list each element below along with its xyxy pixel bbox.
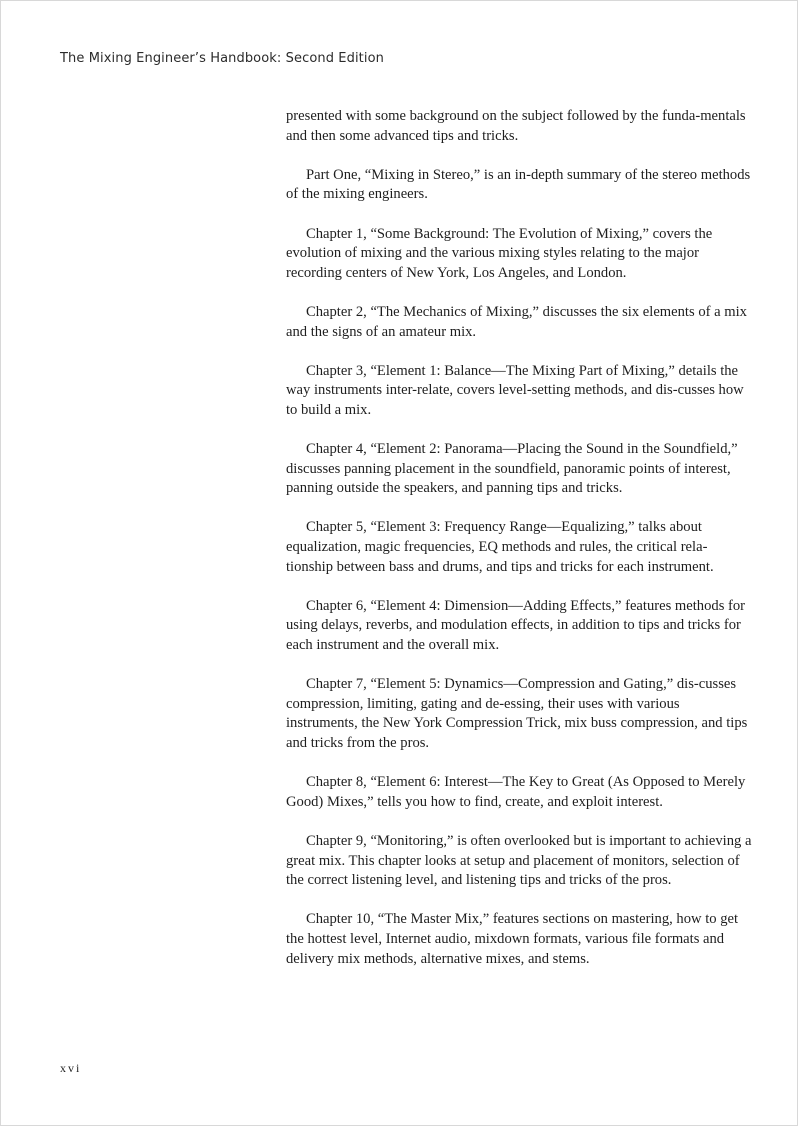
paragraph-chapter-6: Chapter 6, “Element 4: Dimension—Adding Effects,” features methods for using delays, reverbs, and modulation effects, in addition to tips and tricks for each instrument and the overall mix. [286,597,746,654]
body-text [286,107,752,989]
paragraph-chapter-1: Chapter 1, “Some Background: The Evolution of Mixing,” covers the evolution of mixing and the various mixing styles relating to the major recording centers of New York, Los Angeles, and London. [286,225,713,281]
paragraph-chapter-9: Chapter 9, “Monitoring,” is often overlooked but is important to achieving a great mix. This chapter looks at setup and placement of monitors, selection of the correct listening level, and listening tips and tricks of the pros. [286,832,752,889]
paragraph-chapter-2: Chapter 2, “The Mechanics of Mixing,” discusses the six elements of a mix and the signs of an amateur mix. [286,303,747,340]
paragraph-chapter-5: Chapter 5, “Element 3: Frequency Range—Equalizing,” talks about equalization, magic frequencies, EQ methods and rules, the critical rela-tionship between bass and drums, and tips and tricks for each instrument. [286,519,714,575]
paragraph-chapter-4: Chapter 4, “Element 2: Panorama—Placing the Sound in the Soundfield,” discusses panning placement in the soundfield, panoramic points of interest, panning outside the speakers, and panning tips and tricks. [286,441,738,497]
paragraph-chapter-3: Chapter 3, “Element 1: Balance—The Mixing Part of Mixing,” details the way instruments inter-relate, covers level-setting methods, and dis-cusses how to build a mix. [286,362,744,418]
page-number: xvi [60,1061,82,1075]
paragraph-part-one: Part One, “Mixing in Stereo,” is an in-depth summary of the stereo methods of the mixing engineers. [286,166,751,203]
paragraph-continuation: presented with some background on the subject followed by the funda-mentals and then some advanced tips and tricks. [286,108,746,144]
paragraph-chapter-10: Chapter 10, “The Master Mix,” features sections on mastering, how to get the hottest level, Internet audio, mixdown formats, various file formats and delivery mix methods, alternative mixes, and stems. [286,911,739,967]
paragraph-chapter-7: Chapter 7, “Element 5: Dynamics—Compression and Gating,” dis-cusses compression, limiting, gating and de-essing, their uses with various instruments, the New York Compression Trick, mix buss compression, and tips and tricks from the pros. [286,676,748,751]
paragraph-chapter-8: Chapter 8, “Element 6: Interest—The Key to Great (As Opposed to Merely Good) Mixes,” tells you how to find, create, and exploit interest. [286,774,746,810]
running-head: The Mixing Engineer’s Handbook: Second Edition [60,51,384,66]
